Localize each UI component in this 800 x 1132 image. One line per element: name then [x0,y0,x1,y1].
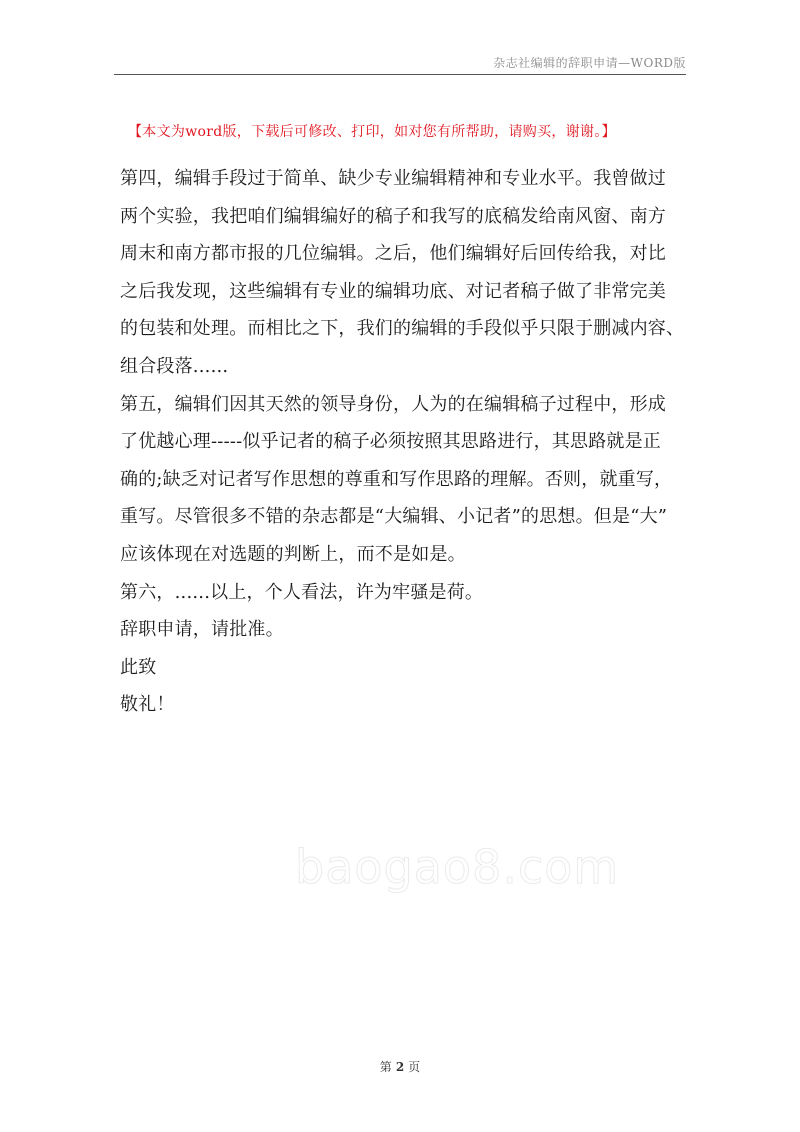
text-line: 第五，编辑们因其天然的领导身份，人为的在编辑稿子过程中，形成 [120,393,666,415]
text-line: 辞职申请，请批准。 [120,619,284,641]
text-line: 第四，编辑手段过于简单、缺少专业编辑精神和专业水平。我曾做过 [120,168,666,189]
text-line: 此致 [120,656,157,678]
text-line: 的包装和处理。而相比之下，我们的编辑的手段似乎只限于删减内容、 [120,318,685,340]
page-footer [0,1058,800,1075]
paragraph-request [120,611,690,649]
text-line: 敬礼！ [120,694,175,716]
text-line: 周末和南方都市报的几位编辑。之后，他们编辑好后回传给我，对比 [120,243,666,265]
text-line: 重写。尽管很多不错的杂志都是“大编辑、小记者”的思想。但是“大” [120,506,668,528]
text-line: 了优越心理-----似乎记者的稿子必须按照其思路进行，其思路就是正 [120,431,662,453]
text-line: 组合段落...... [120,355,229,377]
header-title: 杂志社编辑的辞职申请—WORD版 [493,56,686,70]
text-line: 两个实验，我把咱们编辑编好的稿子和我写的底稿发给南风窗、南方 [120,205,666,227]
paragraph-closing [120,686,690,724]
header-divider [114,74,686,75]
text-line: 应该体现在对选题的判断上，而不是如是。 [120,543,466,565]
paragraph-fourth [120,160,690,386]
text-line: 之后我发现，这些编辑有专业的编辑功底、对记者稿子做了非常完美 [120,280,666,302]
paragraph-salutation [120,649,690,687]
document-body [120,160,690,724]
page-number: 2 [395,1060,405,1074]
watermark: baogao8.com [295,840,620,894]
page-prefix: 第 [379,1060,392,1074]
purchase-notice: 【本文为word版，下载后可修改、打印，如对您有所帮助，请购买，谢谢。】 [128,124,616,140]
text-line: 第六，......以上，个人看法，许为牢骚是荷。 [120,581,484,603]
text-line: 确的;缺乏对记者写作思想的尊重和写作思路的理解。否则，就重写， [120,468,673,490]
page-suffix: 页 [408,1060,421,1074]
paragraph-fifth [120,386,690,574]
paragraph-sixth [120,574,690,612]
